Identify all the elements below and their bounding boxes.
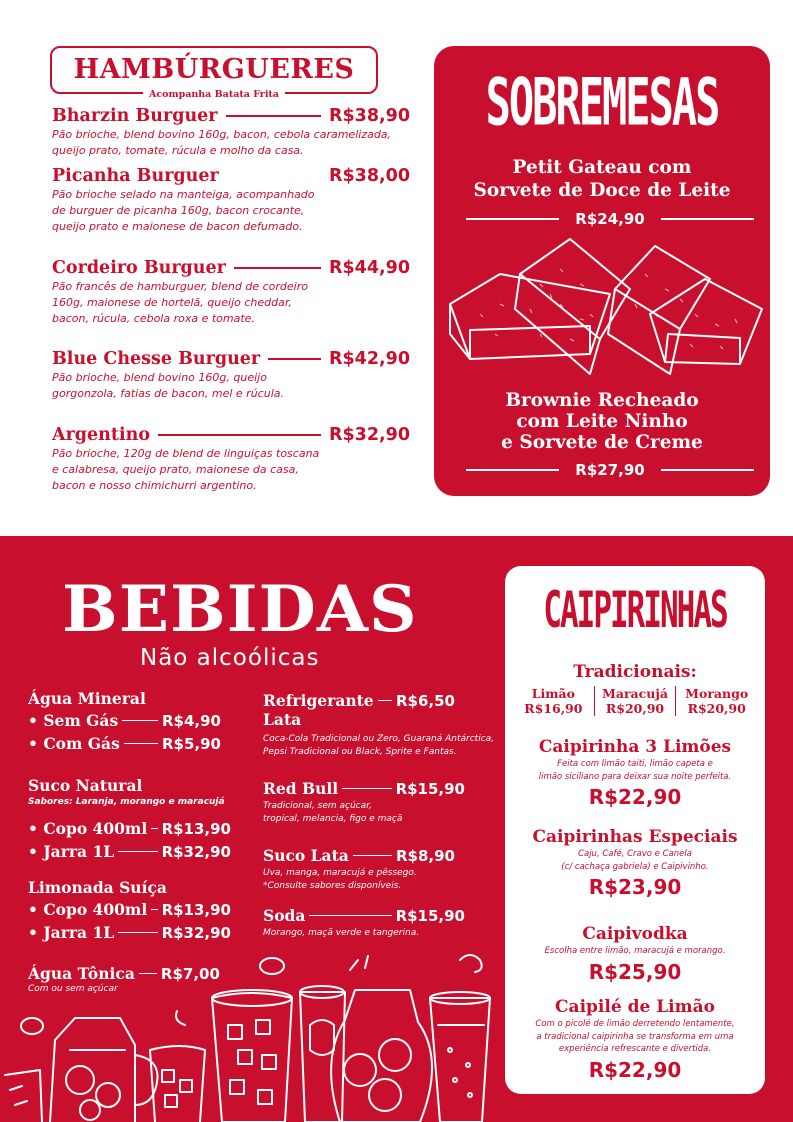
caipirinha-3-limoes <box>513 736 757 811</box>
dessert-price: R$27,90 <box>575 461 645 479</box>
beverage-price: R$13,90 <box>161 900 231 919</box>
refrigerante <box>263 691 498 759</box>
caipirinha-name: Caipirinhas Especiais <box>532 827 738 847</box>
beverage-price: R$15,90 <box>395 906 465 925</box>
beverage-name: Soda <box>263 906 306 925</box>
limonada-header <box>28 878 248 897</box>
item-price: R$38,00 <box>328 166 410 186</box>
flavor-name: Morango <box>685 686 749 701</box>
beverage-price: R$5,90 <box>162 734 221 753</box>
item-description: Pão brioche, 120g de blend de linguiças toscana e calabresa, queijo prato, maionese da casa, bacon e nosso chimichurri argentino. <box>52 447 320 492</box>
beverage-name: Suco Natural <box>28 776 143 795</box>
brownie-illustration-icon <box>440 234 766 384</box>
beverage-name: Água Tônica <box>28 964 135 983</box>
caipirinha-desc: Feita com limão taiti, limão capeta e <box>557 759 713 769</box>
agua-sem-gas <box>28 711 221 730</box>
beverage-name: Água Mineral <box>28 689 146 708</box>
suco-copo <box>28 819 231 838</box>
menu-item-picanha <box>52 166 410 235</box>
divider-line <box>466 218 559 220</box>
beverage-name: Red Bull <box>263 779 339 798</box>
beverage-name: Refrigerante <box>263 691 374 710</box>
caipirinha-price: R$25,90 <box>588 959 682 984</box>
menu-item-argentino <box>52 425 410 494</box>
dessert-name-line1: Brownie Recheado <box>505 390 699 411</box>
flavor-price: R$20,90 <box>687 701 746 716</box>
flavor-morango <box>675 686 757 716</box>
beverage-option-name: • Copo 400ml <box>28 900 147 919</box>
dotted-leader <box>226 115 321 117</box>
item-description: Pão brioche selado na manteiga, acompanhado de burguer de picanha 160g, bacon crocante, queijo prato e maionese de bacon defumado. <box>52 188 315 233</box>
dessert-name-line2: com Leite Ninho <box>516 411 688 432</box>
drinks-illustration-icon <box>0 930 505 1122</box>
hamburgueres-title: HAMBÚRGUERES <box>73 54 355 85</box>
dessert-name-line1: Petit Gateau com <box>512 157 692 178</box>
item-price: R$32,90 <box>328 425 410 445</box>
beverage-price: R$8,90 <box>396 846 455 865</box>
leader-line <box>122 720 158 722</box>
caipirinha-name: Caipilé de Limão <box>555 997 715 1017</box>
dessert-name-line2: Sorvete de Doce de Leite <box>473 180 731 201</box>
sobremesas-title: SOBREMESAS <box>485 64 719 140</box>
caipirinha-price: R$22,90 <box>588 1057 682 1082</box>
menu-item-bharzin <box>52 106 410 159</box>
beverage-note: Morango, maçã verde e tangerina. <box>263 928 420 938</box>
dotted-leader <box>234 267 321 269</box>
beverage-price: R$13,90 <box>161 819 231 838</box>
beverage-price: R$32,90 <box>161 842 231 861</box>
sobremesas-card <box>434 46 770 496</box>
dessert-price: R$24,90 <box>575 210 645 228</box>
item-price: R$38,90 <box>328 106 410 126</box>
leader-line <box>151 909 157 911</box>
divider-line <box>661 218 754 220</box>
item-name: Picanha Burguer <box>52 166 219 186</box>
caipivodka <box>513 923 757 986</box>
leader-line <box>151 828 157 830</box>
beverage-name: Limonada Suíça <box>28 878 167 897</box>
bebidas-title: BEBIDAS <box>62 572 418 647</box>
limonada-copo <box>28 900 231 919</box>
caipirinhas-title: CAIPIRINHAS <box>543 582 727 640</box>
item-price: R$44,90 <box>328 258 410 278</box>
item-name: Bharzin Burguer <box>52 106 218 126</box>
agua-mineral-header <box>28 689 228 708</box>
caipirinha-name: Caipivodka <box>582 924 688 944</box>
item-name: Argentino <box>52 425 151 445</box>
beverage-note: tropical, melancia, figo e maçã <box>263 814 403 824</box>
item-description: Pão brioche, blend bovino 160g, bacon, cebola caramelizada, queijo prato, tomate, rúcula e molho da casa. <box>52 128 392 157</box>
item-description: Pão francês de hamburguer, blend de cordeiro 160g, maionese de hortelã, queijo cheddar, bacon, rúcula, cebola roxa e tomate. <box>52 280 308 325</box>
beverage-price: R$32,90 <box>161 923 231 942</box>
flavor-maracuja <box>594 686 676 716</box>
item-name: Cordeiro Burguer <box>52 258 226 278</box>
hamburgueres-subtitle: Acompanha Batata Frita <box>143 89 285 100</box>
beverage-option-name: • Sem Gás <box>28 711 118 730</box>
item-description: Pão brioche, blend bovino 160g, queijo gorgonzola, fatias de bacon, mel e rúcula. <box>52 371 284 400</box>
beverage-note: Uva, manga, maracujá e pêssego. <box>263 868 417 878</box>
bebidas-subtitle: Não alcoólicas <box>140 645 320 671</box>
caipirinha-desc: Caju, Café, Cravo e Canela <box>578 849 692 859</box>
dotted-leader <box>158 434 321 436</box>
suco-natural-header <box>28 776 248 807</box>
beverage-note: *Consulte sabores disponíveis. <box>263 881 402 891</box>
suco-jarra <box>28 842 231 861</box>
dessert-price-row <box>466 461 754 479</box>
beverage-price: R$6,50 <box>396 691 455 710</box>
menu-item-cordeiro <box>52 258 410 327</box>
leader-line <box>342 788 391 790</box>
caipirinha-desc: Escolha entre limão, maracujá e morango. <box>544 946 726 956</box>
beverage-price: R$15,90 <box>395 779 465 798</box>
dotted-leader <box>227 175 321 177</box>
caipirinhas-card <box>505 566 765 1094</box>
beverage-note: Coca-Cola Tradicional ou Zero, Guaraná Antárctica, <box>263 734 495 744</box>
item-price: R$42,90 <box>328 349 410 369</box>
item-name: Blue Chesse Burguer <box>52 349 261 369</box>
flavor-limao <box>513 686 594 716</box>
caipirinha-desc: experiência refrescante e divertida. <box>558 1044 712 1054</box>
dotted-leader <box>268 358 321 360</box>
caipirinha-price: R$23,90 <box>588 875 682 899</box>
leader-line <box>353 855 392 857</box>
caipirinha-price: R$22,90 <box>588 785 682 809</box>
caipirinha-desc: (c/ cachaça gabriela) e Caipivinho. <box>561 861 709 872</box>
beverage-option-name: • Com Gás <box>28 734 120 753</box>
beverage-note: Com ou sem açúcar <box>28 984 118 994</box>
agua-com-gas <box>28 734 221 753</box>
red-bull <box>263 779 498 826</box>
beverage-option-name: • Jarra 1L <box>28 842 114 861</box>
beverage-price: R$4,90 <box>162 711 221 730</box>
beverage-note: Sabores: Laranja, morango e maracujá <box>28 797 225 807</box>
flavor-name: Limão <box>531 686 575 701</box>
beverage-name: Suco Lata <box>263 846 349 865</box>
menu-item-blue-chesse <box>52 349 410 402</box>
caipirinha-desc: a tradicional caipirinha se transforma em uma <box>536 1031 734 1042</box>
beverage-price: R$7,00 <box>160 964 220 983</box>
caipirinha-desc: Com o picolé de limão derretendo lentamente, <box>535 1019 735 1029</box>
divider-line <box>661 469 754 471</box>
tradicionais-label: Tradicionais: <box>573 662 697 682</box>
flavor-name: Maracujá <box>602 686 668 701</box>
leader-line <box>118 851 157 853</box>
beverage-note: Pepsi Tradicional ou Black, Sprite e Fantas. <box>263 747 457 757</box>
beverage-option-name: • Jarra 1L <box>28 923 114 942</box>
suco-lata <box>263 846 498 893</box>
leader-line <box>309 915 391 917</box>
leader-line <box>124 743 158 745</box>
caipirinhas-especiais <box>513 826 757 901</box>
hamburgueres-header <box>50 46 378 100</box>
beverage-option-name: • Copo 400ml <box>28 819 147 838</box>
flavor-price: R$16,90 <box>524 701 583 716</box>
dessert-name-line3: e Sorvete de Creme <box>501 432 703 453</box>
beverage-note: Tradicional, sem açúcar, <box>263 801 372 811</box>
caipirinha-desc: limão siciliano para deixar sua noite perfeita. <box>538 771 732 782</box>
leader-line <box>378 700 392 702</box>
caipile-de-limao <box>513 996 757 1084</box>
beverage-name-line2: Lata <box>263 710 302 729</box>
divider-line <box>466 469 559 471</box>
dessert-price-row <box>466 210 754 228</box>
caipirinha-name: Caipirinha 3 Limões <box>538 737 732 757</box>
tradicionais-flavors <box>513 686 757 716</box>
flavor-price: R$20,90 <box>605 701 665 716</box>
